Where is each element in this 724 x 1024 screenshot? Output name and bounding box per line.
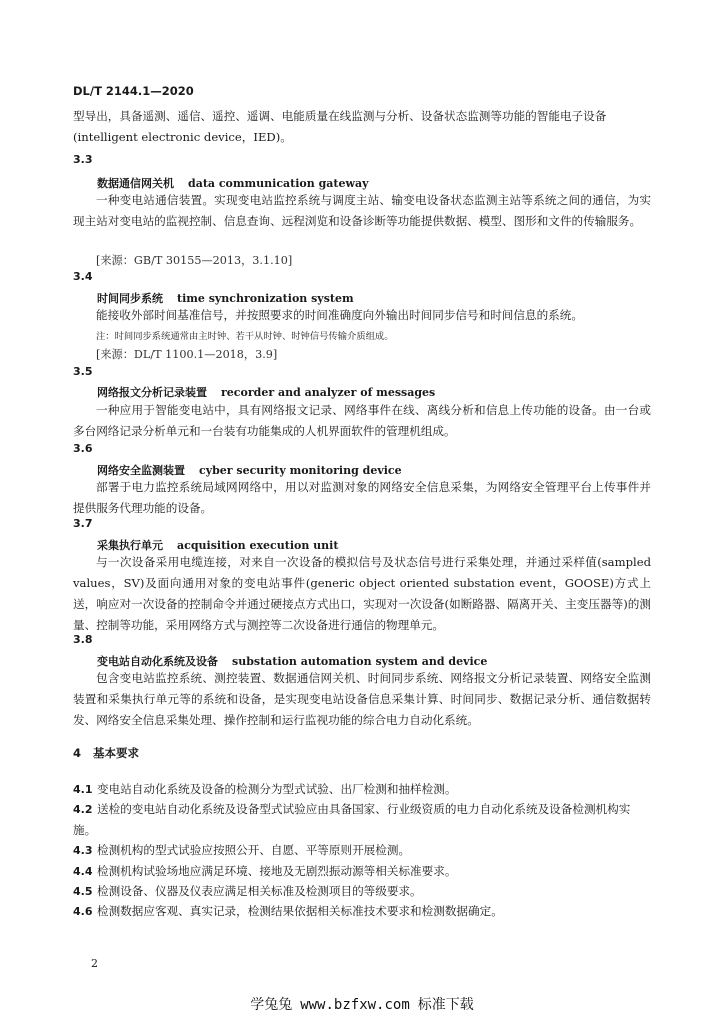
term-title	[97, 462, 402, 478]
term-english: data communication gateway	[188, 177, 369, 190]
term-english: recorder and analyzer of messages	[221, 386, 436, 399]
term-definition: 包含变电站监控系统、测控装置、数据通信网关机、时间同步系统、网络报文分析记录装置、网络安全监测装置和采集执行单元等的系统和设备，是实现变电站设备信息采集计算、时间同步、数据记录分析、通信数据转发、网络安全信息采集处理、操作控制和运行监视功能的综合电力自动化系统。	[73, 671, 651, 727]
term-definition: 能接收外部时间基准信号，并按照要求的时间准确度向外输出时间同步信号和时间信息的系统。	[96, 308, 583, 322]
term-chinese: 数据通信网关机	[97, 177, 174, 190]
term-number: 3.5	[73, 365, 93, 378]
requirement-item	[73, 779, 651, 800]
term-title	[97, 290, 354, 306]
continued-text-line: (intelligent electronic device，IED)。	[73, 130, 292, 144]
term-title	[97, 653, 487, 669]
term-english: cyber security monitoring device	[199, 464, 402, 477]
term-chinese: 变电站自动化系统及设备	[97, 655, 218, 668]
continued-text-line: 型导出，具备遥测、遥信、遥控、遥调、电能质量在线监测与分析、设备状态监测等功能的智能电子设备	[73, 109, 607, 123]
footer-tagline: 标准下载	[417, 997, 474, 1013]
requirement-item	[73, 861, 651, 882]
requirement-number: 4.3	[73, 844, 93, 857]
footer-site-name: 学兔兔	[250, 997, 293, 1013]
term-definition: 一种应用于智能变电站中，具有网络报文记录、网络事件在线、离线分析和信息上传功能的设备。由一台或多台网络记录分析单元和一台装有功能集成的人机界面软件的管理机组成。	[73, 403, 651, 438]
term-number: 3.4	[73, 270, 93, 283]
term-definition: 与一次设备采用电缆连接，对来自一次设备的模拟信号及状态信号进行采集处理，并通过采样值(sampled values，SV)及面向通用对象的变电站事件(generic object oriented substation event，GOOSE)方式上送，响应对一次设备的控制命令并通过硬接点方式出口，实现对一次设备(如断路器、隔离开关、主变压器等)的测量、控制等功能，采用网络方式与测控等二次设备进行通信的物理单元。	[73, 555, 651, 632]
term-english: substation automation system and device	[232, 655, 488, 668]
term-chinese: 时间同步系统	[97, 292, 163, 305]
requirement-item	[73, 881, 651, 902]
term-number: 3.3	[73, 153, 93, 166]
term-definition: 一种变电站通信装置。实现变电站监控系统与调度主站、输变电设备状态监测主站等系统之间的通信，为实现主站对变电站的监视控制、信息查询、远程浏览和设备诊断等功能提供数据、模型、图形和文件的传输服务。	[73, 193, 651, 228]
watermark-footer	[0, 994, 724, 1014]
term-number: 3.7	[73, 517, 93, 530]
footer-url[interactable]: www.bzfxw.com	[300, 997, 410, 1013]
term-source: [来源：DL/T 1100.1—2018，3.9]	[96, 348, 278, 361]
term-number: 3.8	[73, 633, 93, 646]
standard-code-header: DL/T 2144.1—2020	[73, 84, 194, 98]
section-number: 4	[73, 746, 82, 760]
requirement-number: 4.4	[73, 865, 93, 878]
term-title	[97, 537, 338, 553]
term-chinese: 采集执行单元	[97, 539, 163, 552]
requirement-item	[73, 901, 651, 922]
term-chinese: 网络安全监测装置	[97, 464, 185, 477]
requirement-text: 检测设备、仪器及仪表应满足相关标准及检测项目的等级要求。	[97, 884, 422, 898]
requirement-text: 变电站自动化系统及设备的检测分为型式试验、出厂检测和抽样检测。	[97, 782, 457, 796]
requirement-number: 4.1	[73, 783, 93, 796]
section-heading	[73, 745, 139, 761]
requirement-number: 4.5	[73, 885, 93, 898]
term-definition: 部署于电力监控系统局域网网络中，用以对监测对象的网络安全信息采集，为网络安全管理平台上传事件并提供服务代理功能的设备。	[73, 480, 651, 515]
requirement-text: 检测数据应客观、真实记录，检测结果依据相关标准技术要求和检测数据确定。	[97, 904, 503, 918]
term-source: [来源：GB/T 30155—2013，3.1.10]	[96, 254, 293, 267]
page-number: 2	[91, 957, 98, 970]
requirement-number: 4.2	[73, 803, 93, 816]
term-note: 注：时间同步系统通常由主时钟、若干从时钟、时钟信号传输介质组成。	[96, 331, 394, 342]
requirement-text: 检测机构试验场地应满足环境、接地及无剧烈振动源等相关标准要求。	[97, 864, 457, 878]
requirement-item	[73, 840, 651, 861]
requirement-text: 送检的变电站自动化系统及设备型式试验应由具备国家、行业级资质的电力自动化系统及设备检测机构实施。	[73, 802, 631, 837]
term-number: 3.6	[73, 442, 93, 455]
term-english: acquisition execution unit	[177, 539, 339, 552]
term-title	[97, 384, 435, 400]
term-english: time synchronization system	[177, 292, 354, 305]
requirement-item	[73, 799, 651, 841]
term-title	[97, 175, 368, 191]
section-title: 基本要求	[93, 746, 140, 760]
term-chinese: 网络报文分析记录装置	[97, 386, 207, 399]
requirement-number: 4.6	[73, 905, 93, 918]
requirement-text: 检测机构的型式试验应按照公开、自愿、平等原则开展检测。	[97, 843, 411, 857]
